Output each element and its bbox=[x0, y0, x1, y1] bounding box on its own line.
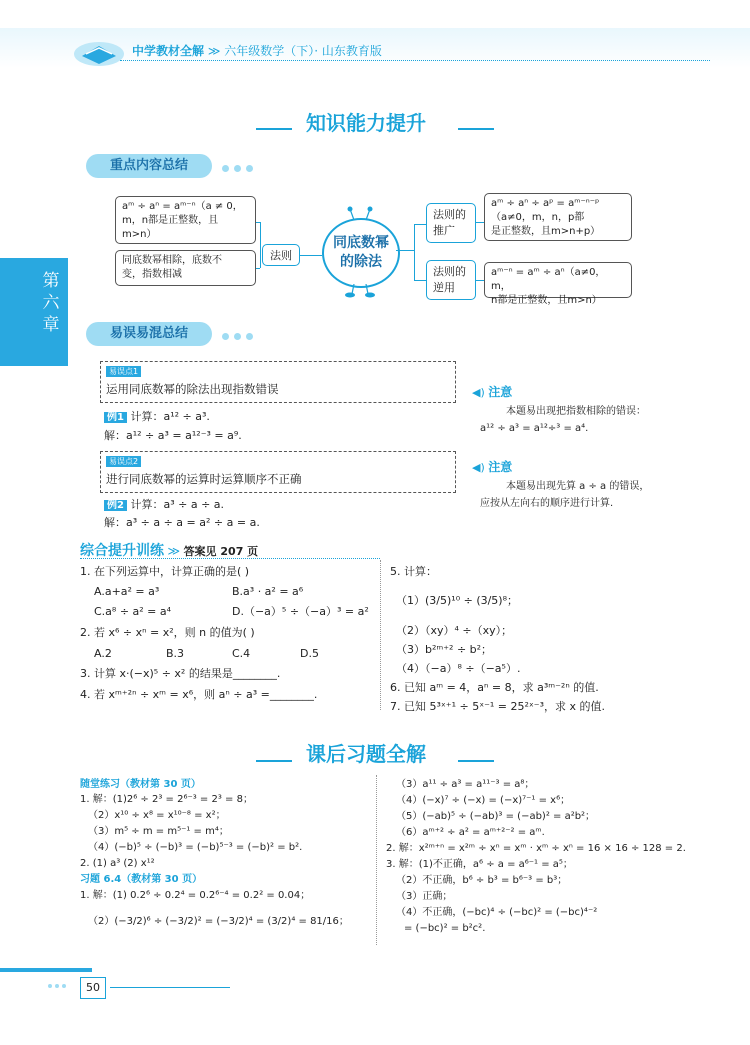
error-tag: 易误点2 bbox=[106, 456, 141, 467]
reverse-box bbox=[484, 262, 632, 306]
errors-pill: 易误易混总结 bbox=[86, 322, 212, 346]
training-title: 综合提升训练 bbox=[80, 543, 164, 559]
solution-line: 1. 解：(1)2⁶ ÷ 2³ = 2⁶⁻³ = 2³ = 8； bbox=[80, 794, 253, 805]
example-question: 计算：a¹² ÷ a³. bbox=[130, 410, 210, 423]
question-5-4: （4）（−a）⁸ ÷（−a⁵）. bbox=[396, 662, 521, 675]
answer-reference: 答案见 207 页 bbox=[183, 545, 259, 558]
column-divider bbox=[376, 775, 377, 945]
connector bbox=[476, 222, 484, 223]
mascot-feet-icon bbox=[340, 284, 380, 300]
connector bbox=[260, 222, 261, 268]
title-line-left bbox=[256, 760, 292, 762]
series-name: 中学教材全解 bbox=[132, 44, 205, 58]
reverse-line: aᵐ⁻ⁿ = aᵐ ÷ aⁿ（a≠0，m， bbox=[491, 267, 606, 292]
note-title: 注意 bbox=[488, 460, 513, 474]
summary-pill: 重点内容总结 bbox=[86, 154, 212, 178]
connector bbox=[396, 250, 414, 251]
footer-line bbox=[110, 987, 230, 988]
solution-line: （2）x¹⁰ ÷ x⁸ = x¹⁰⁻⁸ = x²； bbox=[88, 810, 226, 821]
solution-heading-2: 习题 6.4（教材第 30 页） bbox=[80, 874, 203, 885]
example-question: 计算：a³ ÷ a ÷ a. bbox=[130, 498, 225, 511]
connector bbox=[300, 255, 322, 256]
chevron-right-icon: ≫ bbox=[167, 544, 181, 558]
training-header bbox=[80, 540, 258, 560]
header-divider bbox=[120, 60, 710, 62]
question-5: 5. 计算： bbox=[390, 565, 437, 578]
megaphone-icon: ◀) bbox=[472, 461, 485, 474]
column-divider bbox=[380, 560, 381, 710]
solution-line: 3. 解：(1)不正确，a⁶ ÷ a = a⁶⁻¹ = a⁵； bbox=[386, 859, 573, 870]
center-concept bbox=[322, 218, 400, 288]
chapter-tab bbox=[0, 258, 68, 366]
title-line-right bbox=[458, 760, 494, 762]
connector bbox=[414, 280, 426, 281]
question-6: 6. 已知 aᵐ = 4，aⁿ = 8，求 a³ᵐ⁻²ⁿ 的值. bbox=[390, 681, 599, 694]
center-concept-text: 同底数幂的除法 bbox=[333, 235, 389, 270]
formula-line: m>n） bbox=[122, 229, 157, 240]
note-1 bbox=[472, 383, 512, 400]
title-line-left bbox=[256, 128, 292, 130]
note-2 bbox=[472, 458, 512, 475]
solution-line: （2）不正确，b⁶ ÷ b³ = b⁶⁻³ = b³； bbox=[396, 875, 568, 886]
q2-option-d: D.5 bbox=[300, 647, 319, 660]
solution-line: = (−bc)² = b²c². bbox=[404, 923, 486, 934]
verbal-line: 变，指数相减 bbox=[122, 269, 182, 280]
verbal-box bbox=[115, 250, 256, 286]
question-2: 2. 若 x⁶ ÷ xⁿ = x²，则 n 的值为( ) bbox=[80, 626, 255, 639]
note-2-line: 应按从左向右的顺序进行计算. bbox=[480, 498, 614, 509]
solution-line: （3）a¹¹ ÷ a³ = a¹¹⁻³ = a⁸； bbox=[396, 779, 535, 790]
extension-line: aᵐ ÷ aⁿ ÷ aᵖ = aᵐ⁻ⁿ⁻ᵖ bbox=[491, 198, 600, 209]
page-number: 50 bbox=[80, 977, 106, 999]
example-label: 例1 bbox=[104, 412, 127, 423]
rule-label: 法则 bbox=[262, 244, 300, 266]
solution-line: （3）m⁵ ÷ m = m⁵⁻¹ = m⁴； bbox=[88, 826, 229, 837]
example-2-answer: 解：a³ ÷ a ÷ a = a² ÷ a = a. bbox=[104, 516, 260, 529]
q1-option-d: D.（−a）⁵ ÷（−a）³ = a² bbox=[232, 605, 369, 618]
note-2-line: 本题易出现先算 a ÷ a 的错误， bbox=[506, 481, 650, 492]
header-subtitle: 六年级数学（下）· 山东教育版 bbox=[224, 44, 382, 58]
solution-heading-1: 随堂练习（教材第 30 页） bbox=[80, 779, 201, 790]
question-5-2: （2）（xy）⁴ ÷（xy）； bbox=[396, 624, 513, 637]
q2-option-a: A.2 bbox=[94, 647, 112, 660]
book-logo-icon bbox=[72, 34, 126, 68]
header-title bbox=[132, 42, 382, 59]
header-arrows: ≫ bbox=[207, 44, 221, 58]
extension-line: （a≠0，m，n，p都 bbox=[491, 212, 585, 223]
example-1-answer: 解：a¹² ÷ a³ = a¹²⁻³ = a⁹. bbox=[104, 429, 242, 442]
error-text: 进行同底数幂的运算时运算顺序不正确 bbox=[106, 472, 302, 486]
error-text: 运用同底数幂的除法出现指数错误 bbox=[106, 382, 279, 396]
q2-option-b: B.3 bbox=[166, 647, 185, 660]
extension-line: 是正整数，且m>n+p） bbox=[491, 226, 601, 237]
solution-line: 2. 解：x²ᵐ⁺ⁿ = x²ᵐ ÷ xⁿ = xᵐ · xᵐ ÷ xⁿ = 16 × 16 ÷ 128 = 2. bbox=[386, 843, 686, 854]
megaphone-icon: ◀) bbox=[472, 386, 485, 399]
connector bbox=[476, 280, 484, 281]
pill-dots bbox=[222, 162, 258, 175]
question-7: 7. 已知 5³ˣ⁺¹ ÷ 5ˣ⁻¹ = 25²ˣ⁻³，求 x 的值. bbox=[390, 700, 606, 713]
solution-line: （6）aᵐ⁺² ÷ a² = aᵐ⁺²⁻² = aᵐ. bbox=[396, 827, 545, 838]
example-2 bbox=[104, 496, 224, 515]
error-point-1 bbox=[100, 361, 456, 403]
connector bbox=[414, 224, 426, 225]
formula-line: m，n都是正整数，且 bbox=[122, 215, 219, 226]
section-title-2: 课后习题全解 bbox=[306, 742, 426, 766]
training-underline bbox=[80, 558, 380, 560]
footer-dots bbox=[48, 978, 69, 991]
error-tag: 易误点1 bbox=[106, 366, 141, 377]
formula-box bbox=[115, 196, 256, 244]
solution-line: （2）(−3/2)⁶ ÷ (−3/2)² = (−3/2)⁴ = (3/2)⁴ = 81/16； bbox=[88, 916, 349, 927]
example-1 bbox=[104, 408, 210, 427]
q1-option-a: A.a+a² = a³ bbox=[94, 585, 160, 598]
note-1-line: a¹² ÷ a³ = a¹²÷³ = a⁴. bbox=[480, 423, 589, 434]
extension-label: 法则的推广 bbox=[426, 203, 476, 243]
solution-line: （5）(−ab)⁵ ÷ (−ab)³ = (−ab)² = a²b²； bbox=[396, 811, 596, 822]
connector bbox=[256, 268, 260, 269]
question-4: 4. 若 xᵐ⁺²ⁿ ÷ xᵐ = x⁶，则 aⁿ ÷ a³ =________. bbox=[80, 688, 318, 701]
question-3: 3. 计算 x·(−x)⁵ ÷ x² 的结果是________. bbox=[80, 667, 281, 680]
connector bbox=[414, 224, 415, 280]
pill-dots bbox=[222, 330, 258, 343]
example-label: 例2 bbox=[104, 500, 127, 511]
verbal-line: 同底数幂相除，底数不 bbox=[122, 255, 222, 266]
q2-option-c: C.4 bbox=[232, 647, 251, 660]
formula-line: aᵐ ÷ aⁿ = aᵐ⁻ⁿ（a ≠ 0， bbox=[122, 201, 243, 212]
question-1: 1. 在下列运算中，计算正确的是( ) bbox=[80, 565, 250, 578]
solution-line: （4）(−x)⁷ ÷ (−x) = (−x)⁷⁻¹ = x⁶； bbox=[396, 795, 571, 806]
chapter-tab-label: 第六章 bbox=[42, 271, 60, 335]
q1-option-c: C.a⁸ ÷ a² = a⁴ bbox=[94, 605, 172, 618]
error-point-2 bbox=[100, 451, 456, 493]
reverse-label: 法则的逆用 bbox=[426, 260, 476, 300]
solution-line: （4）(−b)⁵ ÷ (−b)³ = (−b)⁵⁻³ = (−b)² = b². bbox=[88, 842, 303, 853]
footer-bar bbox=[0, 968, 92, 972]
solution-line: （3）正确； bbox=[396, 891, 453, 902]
solution-line: 1. 解：(1) 0.2⁶ ÷ 0.2⁴ = 0.2⁶⁻⁴ = 0.2² = 0.04； bbox=[80, 890, 311, 901]
section-title-1: 知识能力提升 bbox=[306, 111, 426, 135]
q1-option-b: B.a³ · a² = a⁶ bbox=[232, 585, 304, 598]
question-5-1: （1）(3/5)¹⁰ ÷ (3/5)⁸； bbox=[396, 594, 519, 607]
question-5-3: （3）b²ᵐ⁺² ÷ b²； bbox=[396, 643, 493, 656]
solution-line: （4）不正确，(−bc)⁴ ÷ (−bc)² = (−bc)⁴⁻² bbox=[396, 907, 598, 918]
solution-line: 2. (1) a³ (2) x¹² bbox=[80, 858, 155, 869]
note-title: 注意 bbox=[488, 385, 513, 399]
reverse-line: n都是正整数，且m>n） bbox=[491, 295, 602, 306]
title-line-right bbox=[458, 128, 494, 130]
note-1-line: 本题易出现把指数相除的错误： bbox=[506, 406, 646, 417]
extension-box bbox=[484, 193, 632, 241]
